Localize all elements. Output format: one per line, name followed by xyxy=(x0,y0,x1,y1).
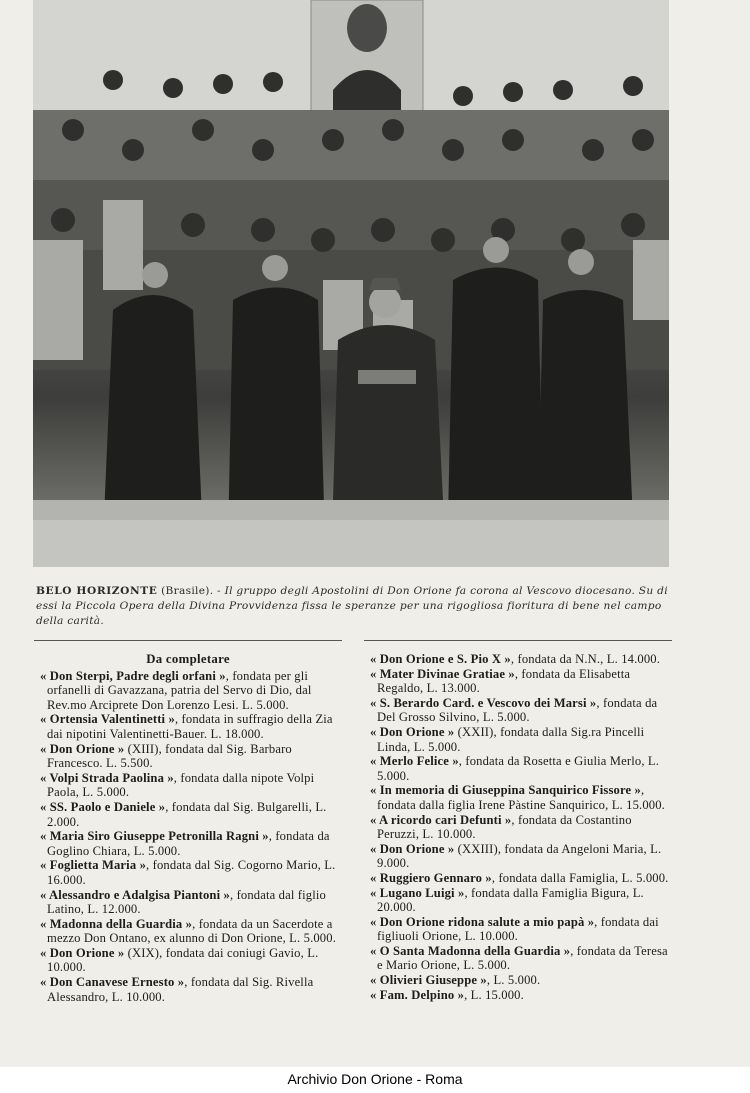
entry-details: , fondata da Elisabetta Regaldo, L. 13.000. xyxy=(377,666,631,696)
entry-details: , fondata dalla nipote Volpi Paola, L. 5.000. xyxy=(47,770,315,800)
entry-name: « Don Orione e S. Pio X » xyxy=(370,652,511,666)
entry-details: , fondata dal Sig. Cogorno Mario, L. 16.000. xyxy=(47,858,336,887)
entry-details: , fondata da Rosetta e Giulia Merlo, L. 5.000. xyxy=(377,754,660,783)
donation-entry xyxy=(364,783,676,812)
entry-name: « O Santa Madonna della Guardia » xyxy=(370,943,571,958)
donation-entry xyxy=(34,858,342,887)
section-heading: Da completare xyxy=(146,652,230,666)
entry-details: , fondata dalla figlia Irene Pàstine Sanquirico, L. 15.000. xyxy=(377,783,665,812)
donation-entry xyxy=(364,696,676,725)
donation-entry xyxy=(364,915,676,944)
entry-name: « In memoria di Giuseppina Sanquirico Fissore » xyxy=(370,783,641,798)
entry-name: « Don Orione » xyxy=(40,741,125,756)
right-column xyxy=(364,652,676,1002)
entry-name: « Volpi Strada Paolina » xyxy=(40,770,174,785)
photo-caption xyxy=(36,584,672,629)
entry-name: « S. Berardo Card. e Vescovo dei Marsi » xyxy=(370,695,597,710)
donation-entry xyxy=(364,944,676,973)
group-photograph xyxy=(33,0,669,567)
donation-entry xyxy=(34,771,342,800)
left-entry-list xyxy=(34,669,342,1005)
entry-name: « Ruggiero Gennaro » xyxy=(370,870,492,885)
entry-name: « Don Orione » xyxy=(40,945,125,960)
donation-entry xyxy=(364,988,676,1003)
entry-name: « Maria Siro Giuseppe Petronilla Ragni » xyxy=(40,829,269,844)
donation-entry xyxy=(34,975,342,1004)
donation-entry xyxy=(364,871,676,886)
entry-details: , L. 5.000. xyxy=(486,973,541,988)
donation-entry xyxy=(34,946,342,975)
divider-right xyxy=(364,640,672,641)
entry-details: , fondata dalla Famiglia Bigura, L. 20.000. xyxy=(377,885,644,915)
entry-name: « Don Orione » xyxy=(370,841,455,856)
donation-entry xyxy=(364,842,676,871)
donation-entry xyxy=(364,725,676,754)
archive-footer xyxy=(0,1067,750,1093)
donation-entry xyxy=(364,667,676,696)
caption-place: BELO HORIZONTE xyxy=(36,585,158,597)
photo-illustration xyxy=(33,0,669,567)
entry-details: , fondata da N.N., L. 14.000. xyxy=(510,652,661,666)
donation-entry xyxy=(34,669,342,713)
entry-name: « Don Canavese Ernesto » xyxy=(40,975,185,990)
donation-entry xyxy=(34,800,342,829)
entry-details: (XXII), fondata dalla Sig.ra Pincelli Linda, L. 5.000. xyxy=(377,724,645,754)
donation-entry xyxy=(34,917,342,946)
entry-details: , fondata in suffragio della Zia dai nipotini Valentinetti-Bauer. L. 18.000. xyxy=(47,712,333,741)
entry-name: « Lugano Luigi » xyxy=(370,885,465,900)
entry-name: « Fam. Delpino » xyxy=(370,987,465,1002)
entry-details: , fondata dalla Famiglia, L. 5.000. xyxy=(491,870,669,885)
donation-entry xyxy=(364,652,676,667)
entry-details: , fondata da Del Grosso Silvino, L. 5.000. xyxy=(377,695,658,725)
donation-entry xyxy=(34,888,342,917)
caption-text: - Il gruppo degli Apostolini di Don Orione fa corona al Vescovo diocesano. Su di essi la Piccola Opera della Divina Provvidenza fissa le speranze per una rigogliosa fioritura di bene nel campo della carità. xyxy=(36,585,668,627)
entry-details: , fondata da Goglino Chiara, L. 5.000. xyxy=(47,829,330,858)
donation-entry xyxy=(34,712,342,741)
entry-name: « Ortensia Valentinetti » xyxy=(40,712,175,727)
entry-name: « Alessandro e Adalgisa Piantoni » xyxy=(40,887,230,902)
donation-entry xyxy=(364,886,676,915)
entry-name: « SS. Paolo e Daniele » xyxy=(40,799,166,814)
right-entry-list xyxy=(364,652,676,1002)
entry-details: (XIII), fondata dal Sig. Barbaro Francesco. L. 5.500. xyxy=(47,741,292,771)
entry-details: , fondata da Costantino Peruzzi, L. 10.000. xyxy=(377,812,632,842)
caption-country: (Brasile). xyxy=(161,585,214,597)
entry-details: , fondata da un Sacerdote a mezzo Don Ontano, ex alunno di Don Orione, L. 5.000. xyxy=(47,916,337,946)
entry-name: « Merlo Felice » xyxy=(370,754,459,769)
left-column xyxy=(34,652,342,1004)
donation-entry xyxy=(364,973,676,988)
entry-details: , fondata dal figlio Latino, L. 12.000. xyxy=(47,887,326,917)
entry-details: , L. 15.000. xyxy=(464,987,524,1002)
entry-details: , fondata da Teresa e Mario Orione, L. 5.000. xyxy=(377,943,668,973)
entry-name: « Don Sterpi, Padre degli orfani » xyxy=(40,668,226,683)
entry-name: « Don Orione » xyxy=(370,724,455,739)
entry-name: « Olivieri Giuseppe » xyxy=(370,973,487,988)
entry-details: , fondata dal Sig. Rivella Alessandro, L. 10.000. xyxy=(47,975,314,1004)
entry-name: « Foglietta Maria » xyxy=(40,858,147,873)
entry-name: « Don Orione ridona salute a mio papà » xyxy=(370,914,595,929)
entry-name: « Mater Divinae Gratiae » xyxy=(370,666,515,681)
footer-text: Archivio Don Orione - Roma xyxy=(287,1071,463,1087)
donation-entry xyxy=(364,813,676,842)
entry-name: « Madonna della Guardia » xyxy=(40,916,193,931)
entry-details: , fondata per gli orfanelli di Gavazzana, patria del Servo di Dio, dal Rev.mo Arciprete Don Lorenzo Lesi. L. 5.000. xyxy=(47,668,312,712)
entry-details: , fondata dal Sig. Bulgarelli, L. 2.000. xyxy=(47,799,327,829)
entry-details: , fondata dai figliuoli Orione, L. 10.000. xyxy=(377,914,659,944)
entry-details: (XXIII), fondata da Angeloni Maria, L. 9.000. xyxy=(377,841,662,871)
donation-entry xyxy=(34,829,342,858)
donation-entry xyxy=(34,742,342,771)
divider-left xyxy=(34,640,342,641)
entry-details: (XIX), fondata dai coniugi Gavio, L. 10.000. xyxy=(47,945,319,975)
entry-name: « A ricordo cari Defunti » xyxy=(370,812,512,827)
donation-entry xyxy=(364,754,676,783)
